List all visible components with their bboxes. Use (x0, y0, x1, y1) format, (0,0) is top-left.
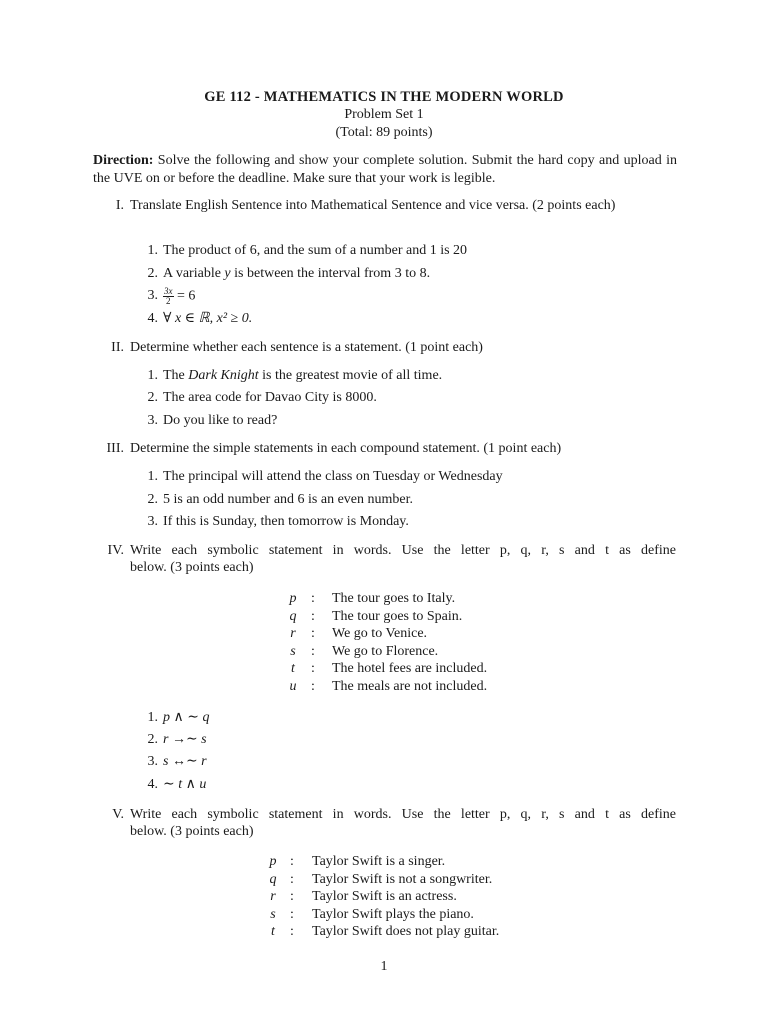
section-instruction: Determine whether each sentence is a statement. (1 point each) (130, 340, 483, 355)
item-number: 3. (147, 288, 158, 303)
definition-symbol: u (289, 678, 297, 694)
item-number: 1. (147, 469, 158, 484)
definition-text: The hotel fees are included. (332, 661, 488, 676)
definition-symbol: q (269, 871, 277, 887)
item-text: The area code for Davao City is 8000. (163, 390, 377, 405)
item-text: ∀ x ∈ ℝ, x² ≥ 0. (163, 311, 253, 326)
definition-text: Taylor Swift is an actress. (312, 889, 457, 904)
item-number: 3. (147, 754, 158, 769)
item-number: 1. (147, 710, 158, 725)
definition-colon: : (311, 661, 315, 676)
definition-symbol: s (270, 906, 276, 922)
definition-text: The tour goes to Spain. (332, 608, 463, 624)
section-numeral: IV. (107, 543, 124, 558)
section-numeral: III. (106, 441, 124, 456)
item-text: p ∧ ∼ q (163, 710, 210, 725)
definition-symbol: q (289, 608, 297, 624)
section-instruction-line: below. (3 points each) (130, 560, 254, 575)
definition-text: Taylor Swift is not a songwriter. (312, 871, 493, 887)
page-number: 1 (380, 959, 388, 974)
item-text: A variable y is between the interval from 3 to 8. (163, 266, 431, 281)
document-title: GE 112 - MATHEMATICS IN THE MODERN WORLD (204, 89, 564, 105)
item-text: ∼ t ∧ u (163, 777, 207, 792)
section-instruction-line: below. (3 points each) (130, 824, 254, 839)
item-text: r →∼ s (163, 732, 207, 747)
item-text: s ↔∼ r (163, 754, 207, 769)
definition-colon: : (311, 591, 315, 606)
definition-text: Taylor Swift is a singer. (312, 854, 446, 869)
item-number: 4. (147, 777, 158, 792)
item-number: 1. (147, 368, 158, 383)
definition-symbol: t (291, 661, 295, 676)
document-subtitle: Problem Set 1 (344, 107, 424, 122)
item-text: The Dark Knight is the greatest movie of all time. (163, 368, 443, 383)
item-text: If this is Sunday, then tomorrow is Monday. (163, 514, 409, 529)
definition-symbol: r (290, 626, 296, 641)
item-text: The product of 6, and the sum of a number and 1 is 20 (163, 243, 468, 258)
section-numeral: II. (111, 340, 124, 355)
item-text: The principal will attend the class on Tuesday or Wednesday (163, 469, 503, 484)
definition-colon: : (311, 626, 315, 641)
item-number: 3. (147, 514, 158, 529)
section-instruction-line: Write each symbolic statement in words. Use the letter p, q, r, s and t as define (130, 807, 676, 822)
definition-text: Taylor Swift plays the piano. (312, 906, 474, 922)
item-number: 1. (147, 243, 158, 258)
direction-text: Solve the following and show your complete solution. Submit the hard copy and upload in the UVE on or before the deadline. Make sure that your work is legible. (93, 153, 678, 186)
direction-paragraph (93, 152, 677, 188)
definition-symbol: p (289, 591, 297, 606)
definition-text: We go to Florence. (332, 643, 439, 659)
section-instruction: Determine the simple statements in each compound statement. (1 point each) (130, 441, 562, 456)
definition-symbol: t (271, 924, 275, 939)
definition-symbol: r (270, 889, 276, 904)
definition-text: We go to Venice. (332, 626, 428, 641)
document-header (0, 88, 768, 142)
section-instruction-line: Write each symbolic statement in words. Use the letter p, q, r, s and t as define (130, 543, 676, 558)
definition-text: The meals are not included. (332, 678, 488, 694)
section-numeral: I. (115, 198, 124, 213)
definition-colon: : (290, 871, 294, 887)
definition-symbol: s (290, 643, 296, 659)
definition-colon: : (311, 608, 315, 624)
definition-symbol: p (269, 854, 277, 869)
direction-label: Direction: (93, 153, 154, 168)
item-number: 2. (147, 266, 158, 281)
definition-colon: : (290, 924, 294, 939)
definition-text: Taylor Swift does not play guitar. (312, 924, 500, 939)
fraction: $\frac{3x}{2}$ (164, 286, 173, 306)
definition-colon: : (290, 854, 294, 869)
definition-colon: : (311, 678, 315, 694)
definition-colon: : (311, 643, 315, 659)
item-number: 2. (147, 492, 158, 507)
item-number: 4. (147, 311, 158, 326)
definition-colon: : (290, 906, 294, 922)
item-number: 2. (147, 390, 158, 405)
item-text: $\frac{3x}{2}$ = 6 (164, 286, 196, 306)
item-text: Do you like to read? (163, 413, 278, 428)
section-numeral: V. (112, 807, 124, 822)
item-text: 5 is an odd number and 6 is an even number. (163, 492, 414, 507)
item-number: 3. (147, 413, 158, 428)
definition-colon: : (290, 889, 294, 904)
item-number: 2. (147, 732, 158, 747)
definition-text: The tour goes to Italy. (332, 591, 456, 606)
section-instruction: Translate English Sentence into Mathematical Sentence and vice versa. (2 points each) (130, 198, 616, 213)
document-total: (Total: 89 points) (335, 125, 433, 140)
